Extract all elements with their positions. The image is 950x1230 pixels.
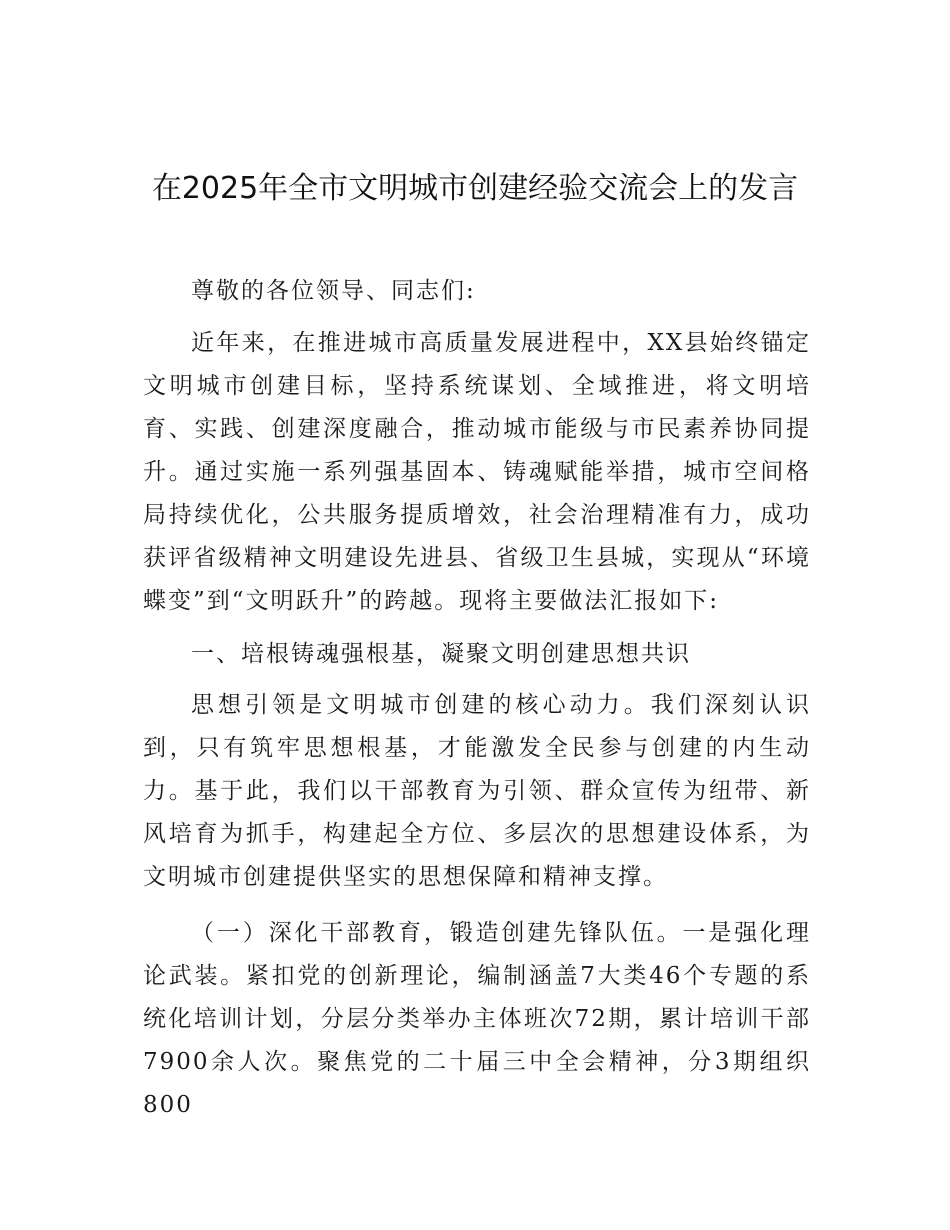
document-title: 在2025年全市文明城市创建经验交流会上的发言 bbox=[151, 171, 799, 206]
section-lead-paragraph: 思想引领是文明城市创建的核心动力。我们深刻认识到，只有筑牢思想根基，才能激发全民参与创建的内生动力。基于此，我们以干部教育为引领、群众宣传为纽带、新风培育为抓手，构建起全方位、多层次的思想建设体系，为文明城市创建提供坚实的思想保障和精神支撑。 bbox=[143, 692, 811, 890]
greeting-paragraph: 尊敬的各位领导、同志们: bbox=[191, 278, 476, 304]
subsection-paragraph: （一）深化干部教育，锻造创建先锋队伍。一是强化理论武装。紧扣党的创新理论，编制涵盖7大类46个专题的系统化培训计划，分层分类举办主体班次72期，累计培训干部7900余人次。聚焦党的二十届三中全会精神，分3期组织800 bbox=[143, 920, 811, 1118]
section-heading: 一、培根铸魂强根基，凝聚文明创建思想共识 bbox=[191, 641, 691, 667]
intro-paragraph: 近年来，在推进城市高质量发展进程中，XX县始终锚定文明城市创建目标，坚持系统谋划、全域推进，将文明培育、实践、创建深度融合，推动城市能级与市民素养协同提升。通过实施一系列强基固本、铸魂赋能举措，城市空间格局持续优化，公共服务提质增效，社会治理精准有力，成功获评省级精神文明建设先进县、省级卫生县城，实现从“环境蝶变”到“文明跃升”的跨越。现将主要做法汇报如下: bbox=[143, 330, 811, 614]
